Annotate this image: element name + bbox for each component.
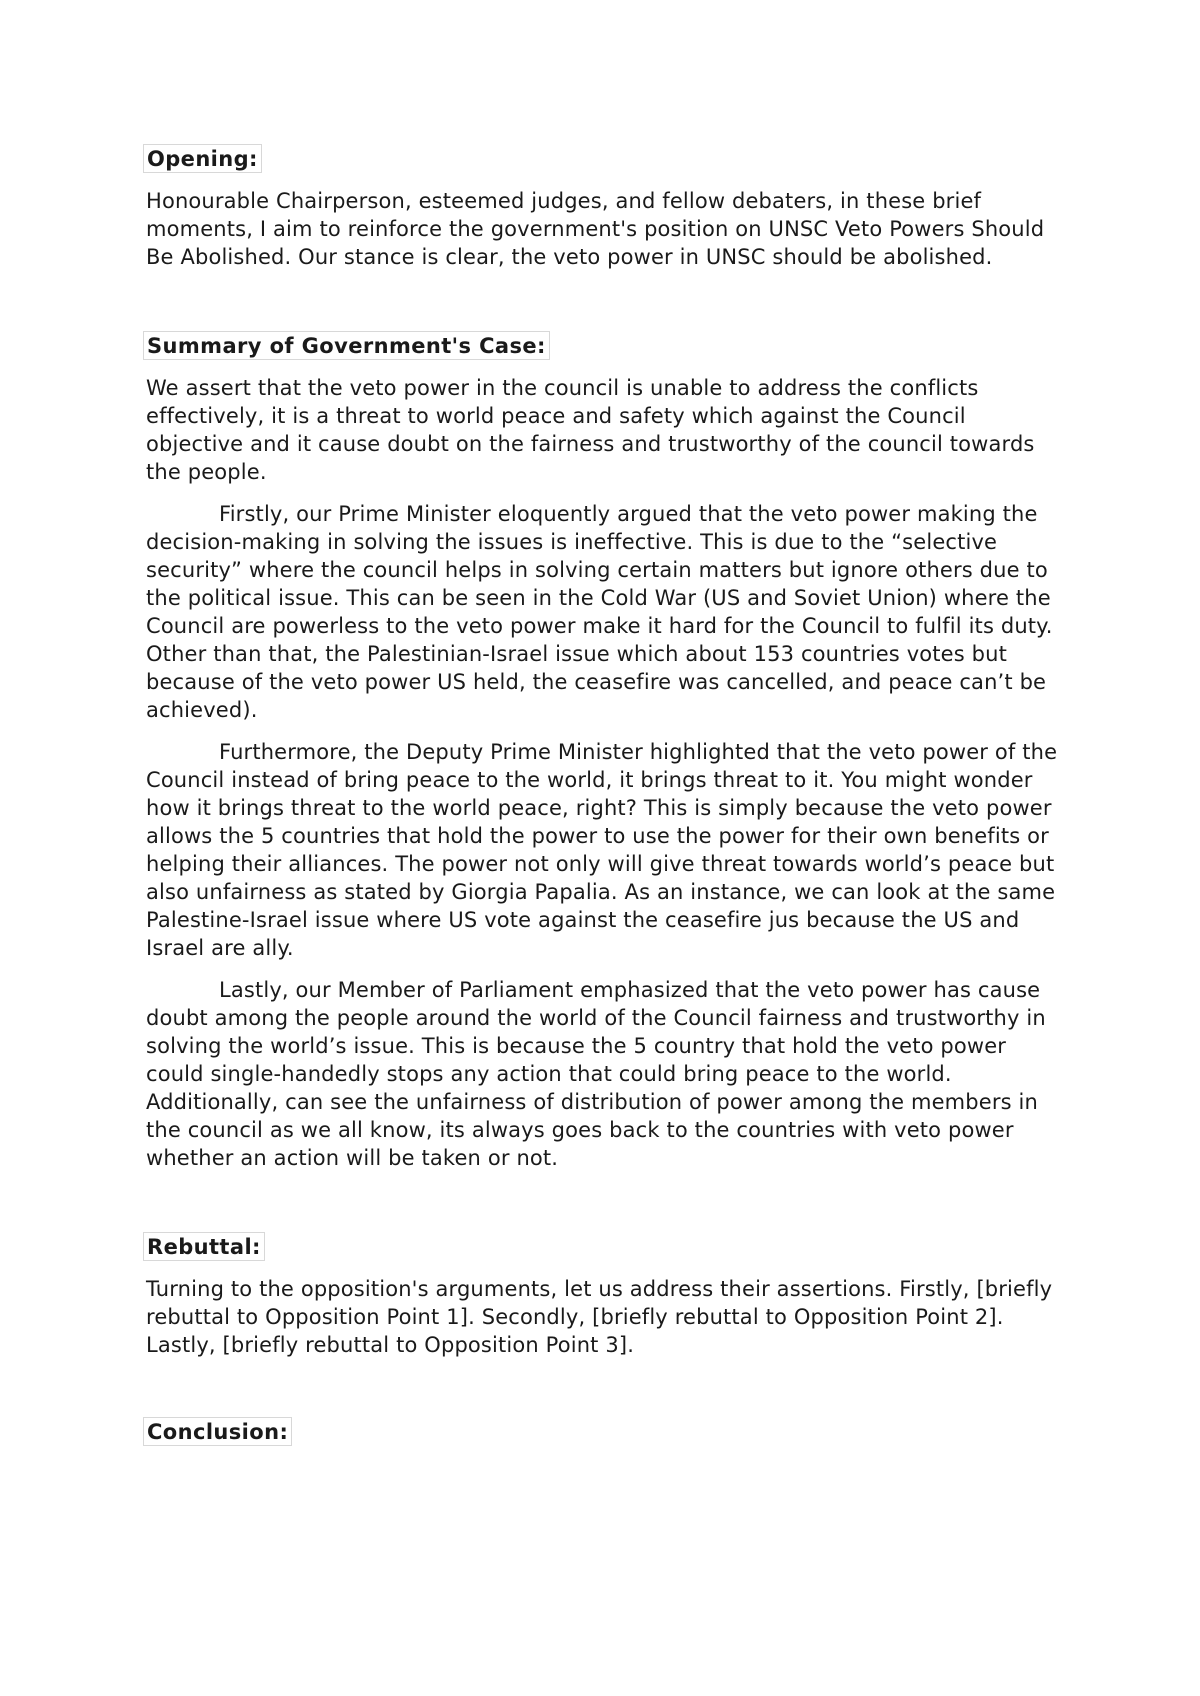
opening-heading: Opening:	[143, 144, 262, 173]
opening-paragraph: Honourable Chairperson, esteemed judges, and fellow debaters, in these brief moments, I aim to reinforce the government's position on UNSC Veto Powers Should Be Abolished. Our stance is clear, the veto power in UNSC should be abolished.	[146, 189, 1045, 269]
rebuttal-section	[146, 1232, 1066, 1359]
conclusion-heading: Conclusion:	[143, 1417, 292, 1446]
rebuttal-paragraph: Turning to the opposition's arguments, let us address their assertions. Firstly, [briefly rebuttal to Opposition Point 1]. Secondly, [briefly rebuttal to Opposition Point 2]. Lastly, [briefly rebuttal to Opposition Point 3].	[146, 1277, 1053, 1357]
summary-point-1-paragraph: Firstly, our Prime Minister eloquently argued that the veto power making the decision-making in solving the issues is ineffective. This is due to the “selective security” where the council helps in solving certain matters but ignore others due to the political issue. This can be seen in the Cold War (US and Soviet Union) where the Council are powerless to the veto power make it hard for the Council to fulfil its duty. Other than that, the Palestinian-Israel issue which about 153 countries votes but because of the veto power US held, the ceasefire was cancelled, and peace can’t be achieved).	[146, 502, 1053, 722]
rebuttal-heading: Rebuttal:	[143, 1232, 265, 1261]
summary-intro-paragraph: We assert that the veto power in the council is unable to address the conflicts effectively, it is a threat to world peace and safety which against the Council objective and it cause doubt on the fairness and trustworthy of the council towards the people.	[146, 376, 1035, 484]
summary-point-3-paragraph: Lastly, our Member of Parliament emphasized that the veto power has cause doubt among the people around the world of the Council fairness and trustworthy in solving the world’s issue. This is because the 5 country that hold the veto power could single-handedly stops any action that could bring peace to the world. Additionally, can see the unfairness of distribution of power among the members in the council as we all know, its always goes back to the countries with veto power whether an action will be taken or not.	[146, 978, 1046, 1170]
document-body	[146, 144, 1066, 1446]
summary-heading: Summary of Government's Case:	[143, 331, 550, 360]
summary-point-2-paragraph: Furthermore, the Deputy Prime Minister highlighted that the veto power of the Council instead of bring peace to the world, it brings threat to it. You might wonder how it brings threat to the world peace, right? This is simply because the veto power allows the 5 countries that hold the power to use the power for their own benefits or helping their alliances. The power not only will give threat towards world’s peace but also unfairness as stated by Giorgia Papalia. As an instance, we can look at the same Palestine-Israel issue where US vote against the ceasefire jus because the US and Israel are ally.	[146, 740, 1058, 960]
summary-section	[146, 331, 1066, 1172]
conclusion-section	[146, 1417, 1066, 1446]
opening-section	[146, 144, 1066, 271]
